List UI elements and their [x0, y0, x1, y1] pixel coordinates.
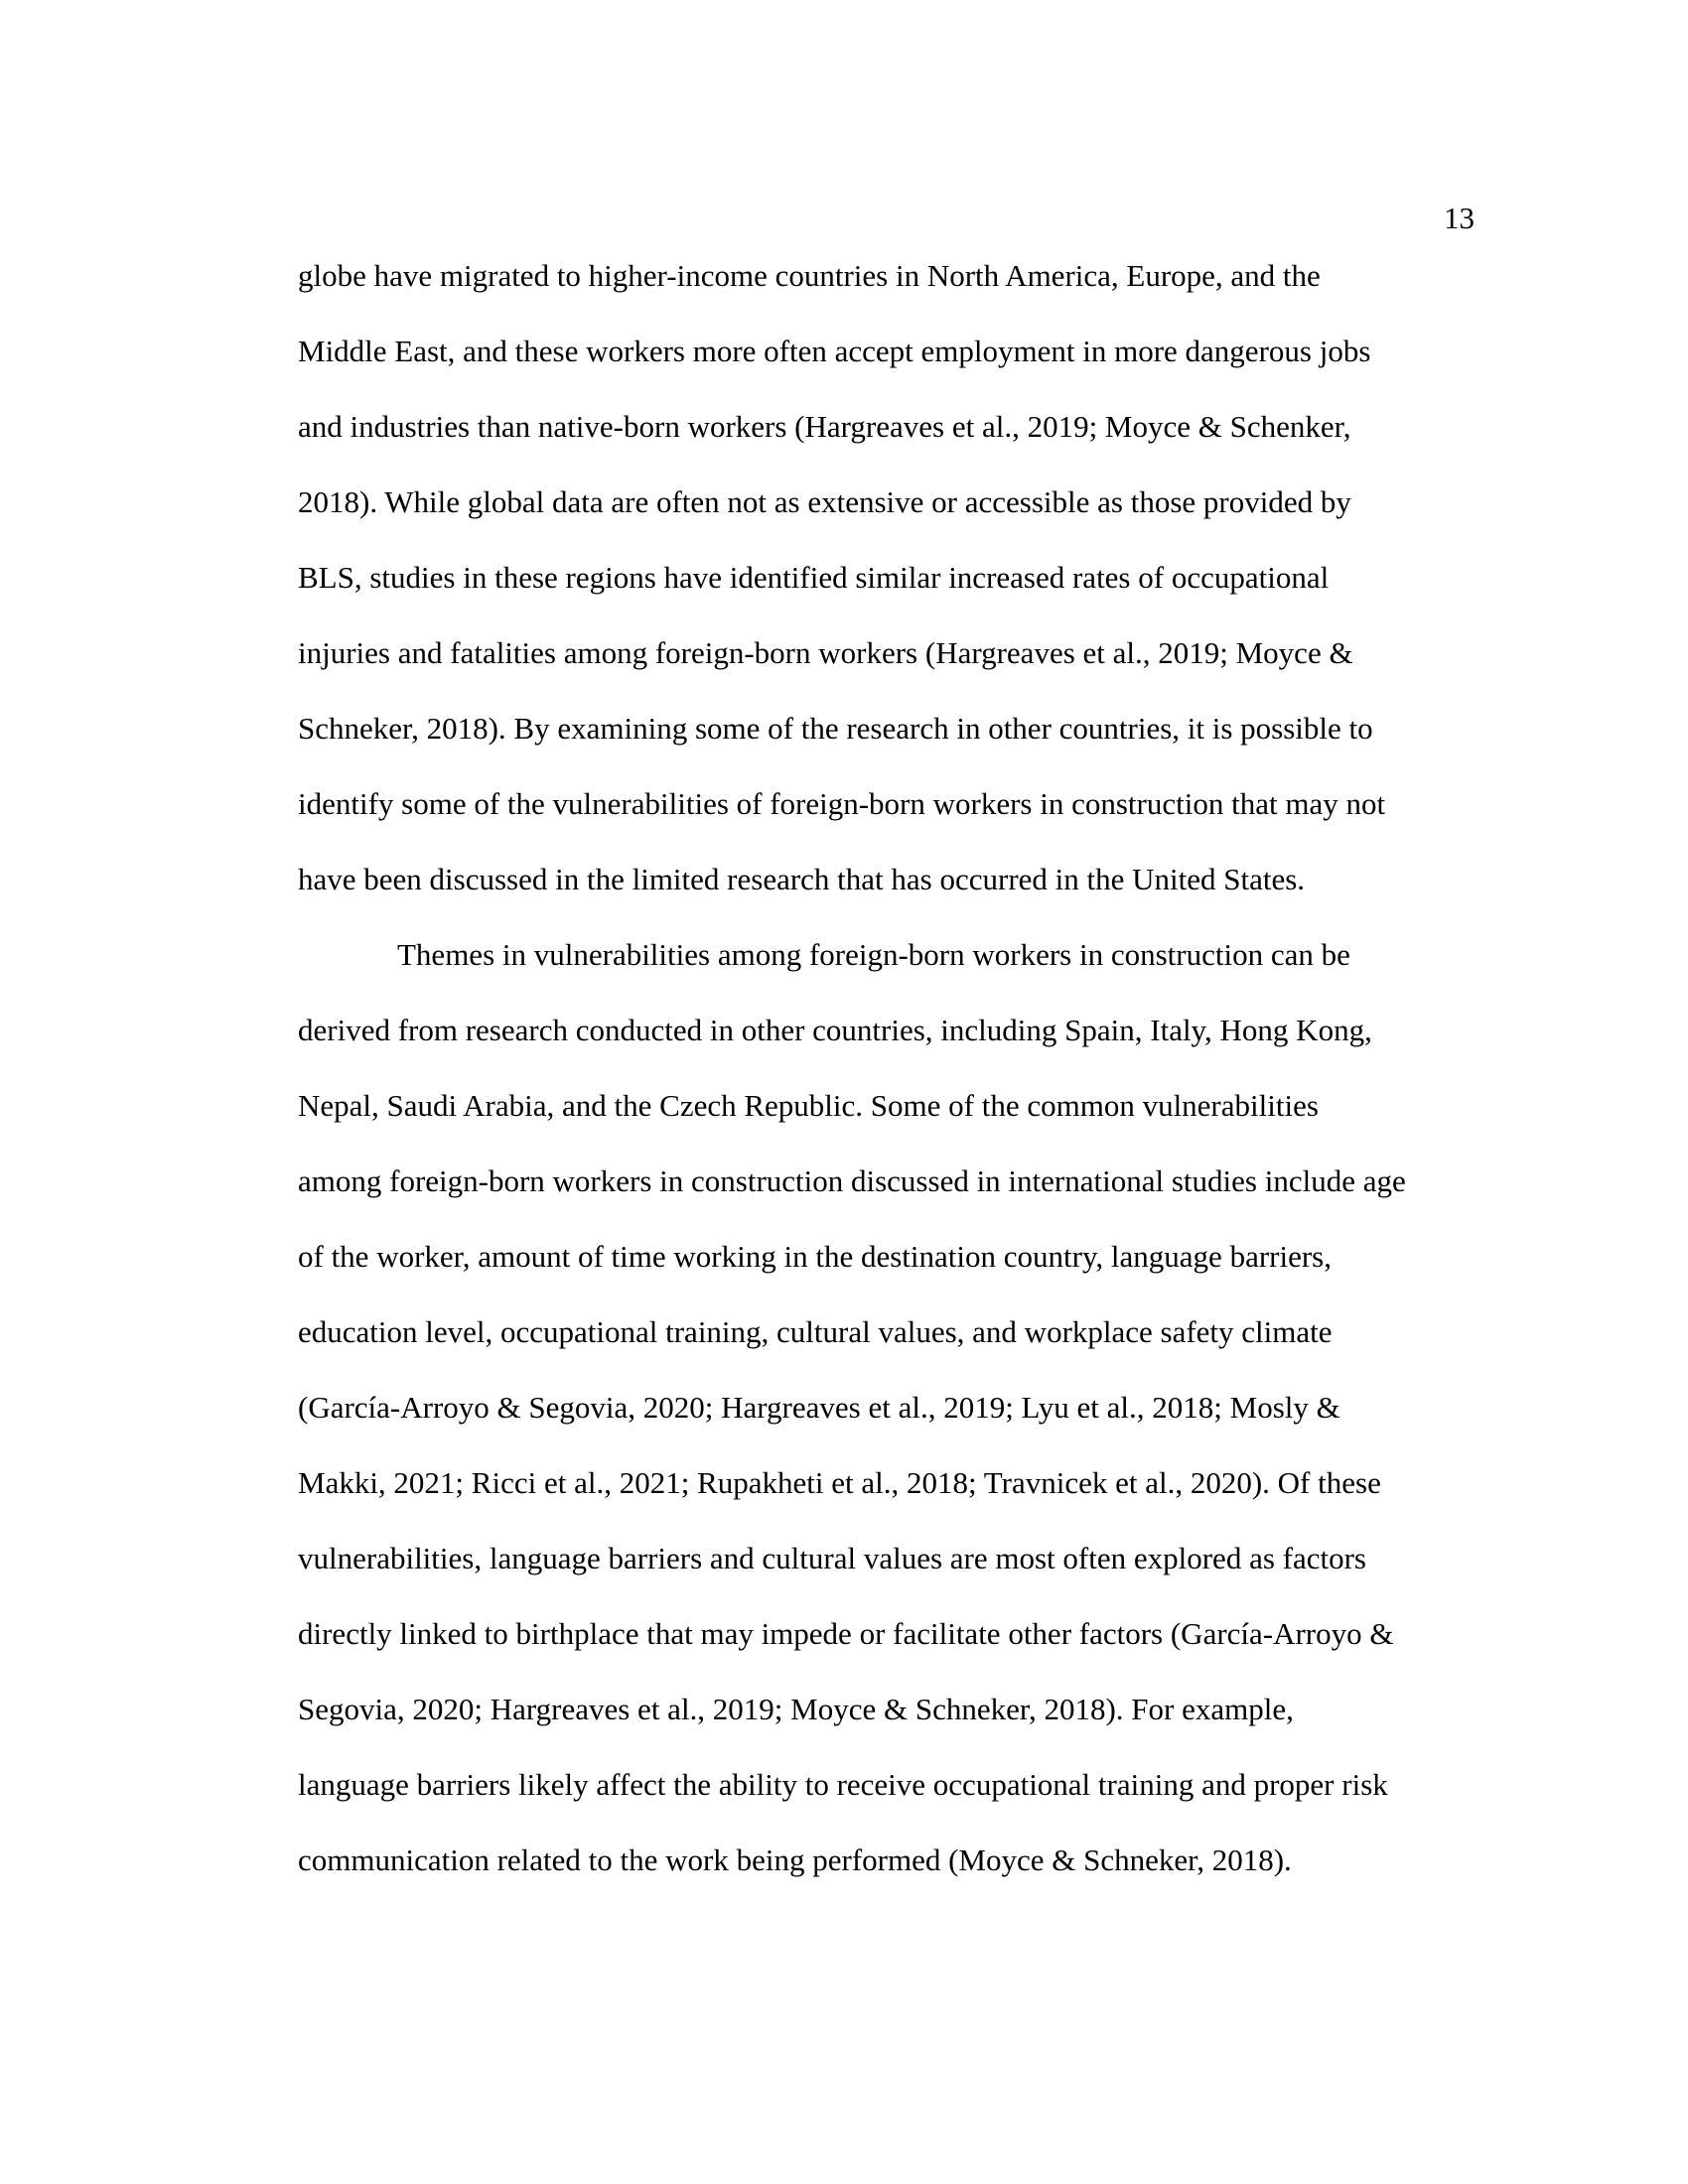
text-line: Makki, 2021; Ricci et al., 2021; Rupakheti et al., 2018; Travnicek et al., 2020). Of these: [298, 1465, 1381, 1500]
text-line: of the worker, amount of time working in the destination country, language barriers,: [298, 1239, 1332, 1274]
text-line: globe have migrated to higher-income countries in North America, Europe, and the: [298, 258, 1321, 293]
text-line: 2018). While global data are often not as extensive or accessible as those provided by: [298, 484, 1351, 519]
text-line: Segovia, 2020; Hargreaves et al., 2019; Moyce & Schneker, 2018). For example,: [298, 1692, 1294, 1726]
text-line: directly linked to birthplace that may impede or facilitate other factors (García-Arroyo &: [298, 1616, 1394, 1651]
text-line: education level, occupational training, cultural values, and workplace safety climate: [298, 1314, 1333, 1349]
text-line: identify some of the vulnerabilities of foreign-born workers in construction that may not: [298, 786, 1386, 821]
text-line: have been discussed in the limited research that has occurred in the United States.: [298, 862, 1306, 896]
text-line: (García-Arroyo & Segovia, 2020; Hargreaves et al., 2019; Lyu et al., 2018; Mosly &: [298, 1390, 1340, 1425]
text-line: language barriers likely affect the ability to receive occupational training and proper risk: [298, 1767, 1388, 1802]
text-line: among foreign-born workers in construction discussed in international studies include age: [298, 1163, 1406, 1198]
text-line: derived from research conducted in other countries, including Spain, Italy, Hong Kong,: [298, 1013, 1372, 1047]
text-line: Middle East, and these workers more often accept employment in more dangerous jobs: [298, 334, 1371, 368]
text-line: Schneker, 2018). By examining some of the research in other countries, it is possible to: [298, 711, 1373, 746]
page-number: 13: [1444, 201, 1475, 235]
text-line: Nepal, Saudi Arabia, and the Czech Republic. Some of the common vulnerabilities: [298, 1088, 1319, 1123]
text-line: communication related to the work being performed (Moyce & Schneker, 2018).: [298, 1843, 1292, 1877]
text-line: vulnerabilities, language barriers and cultural values are most often explored as factors: [298, 1541, 1366, 1575]
text-line: BLS, studies in these regions have identified similar increased rates of occupational: [298, 560, 1330, 595]
text-line: injuries and fatalities among foreign-born workers (Hargreaves et al., 2019; Moyce &: [298, 635, 1353, 670]
paragraph-first-line: Themes in vulnerabilities among foreign-born workers in construction can be: [397, 937, 1350, 972]
text-line: and industries than native-born workers (Hargreaves et al., 2019; Moyce & Schenker,: [298, 409, 1351, 444]
